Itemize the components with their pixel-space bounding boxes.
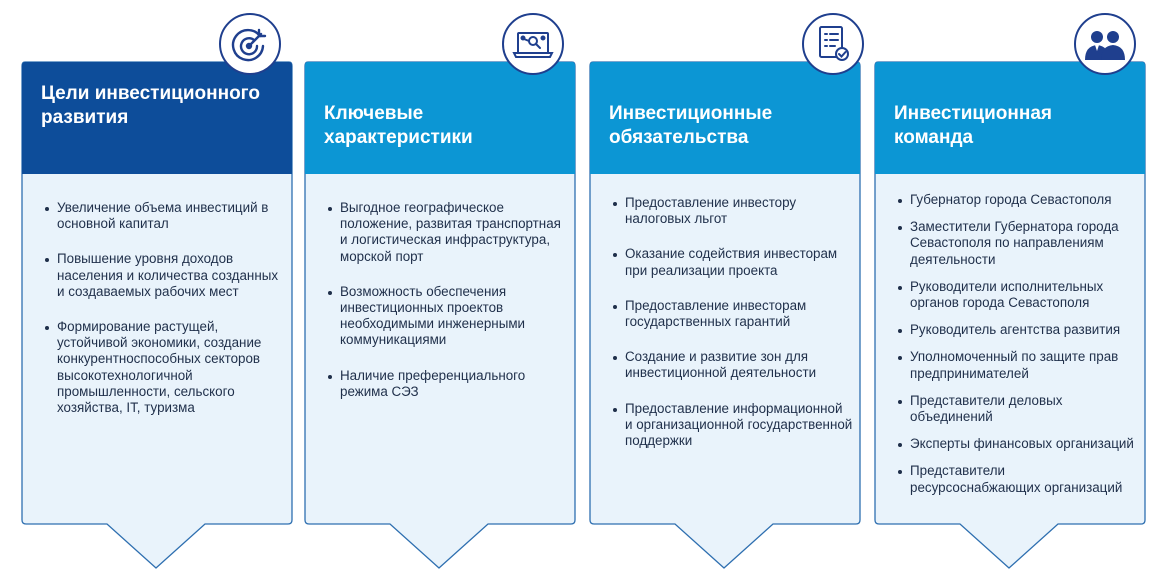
list-item: Увеличение объема инвестиций в основной капитал: [41, 200, 285, 232]
list-item: Формирование растущей, устойчивой экономики, создание конкурентноспособных секторов высокотехнологичной промышленности, сельского хозяйства, IT, туризма: [41, 319, 285, 416]
list-item: Выгодное географическое положение, развитая транспортная и логистическая инфраструктура, морской порт: [324, 200, 568, 265]
card-list: [41, 200, 285, 435]
target-icon: [219, 13, 281, 75]
card-title: Инвестиционные обязательства: [609, 103, 773, 148]
card-title: Ключевые характеристики: [324, 103, 473, 148]
card-list: [609, 195, 853, 468]
list-item: Руководитель агентства развития: [894, 322, 1138, 338]
card-investment-team: [874, 0, 1146, 576]
card-list: [894, 192, 1138, 507]
card-investment-goals: [21, 0, 293, 576]
laptop-search-icon: [502, 13, 564, 75]
card-key-characteristics: [304, 0, 576, 576]
list-item: Представители ресурсоснабжающих организаций: [894, 463, 1138, 495]
list-item: Эксперты финансовых организаций: [894, 436, 1138, 452]
card-title: Инвестиционная команда: [894, 103, 1053, 148]
list-item: Предоставление инвесторам государственных гарантий: [609, 298, 853, 330]
list-item: Уполномоченный по защите прав предпринимателей: [894, 349, 1138, 381]
card-investment-obligations: [589, 0, 861, 576]
list-item: Создание и развитие зон для инвестиционной деятельности: [609, 349, 853, 381]
list-item: Руководители исполнительных органов города Севастополя: [894, 279, 1138, 311]
team-icon: [1074, 13, 1136, 75]
list-item: Представители деловых объединений: [894, 393, 1138, 425]
list-item: Возможность обеспечения инвестиционных проектов необходимыми инженерными коммуникациями: [324, 284, 568, 349]
list-item: Наличие преференциального режима СЭЗ: [324, 368, 568, 400]
list-item: Предоставление информационной и организационной государственной поддержки: [609, 401, 853, 450]
list-item: Повышение уровня доходов населения и количества созданных и создаваемых рабочих мест: [41, 251, 285, 300]
card-list: [324, 200, 568, 419]
list-item: Предоставление инвестору налоговых льгот: [609, 195, 853, 227]
list-item: Губернатор города Севастополя: [894, 192, 1138, 208]
list-item: Оказание содействия инвесторам при реализации проекта: [609, 246, 853, 278]
list-item: Заместители Губернатора города Севастополя по направлениям деятельности: [894, 219, 1138, 268]
checklist-icon: [802, 13, 864, 75]
card-title: Цели инвестиционного развития: [41, 83, 260, 128]
